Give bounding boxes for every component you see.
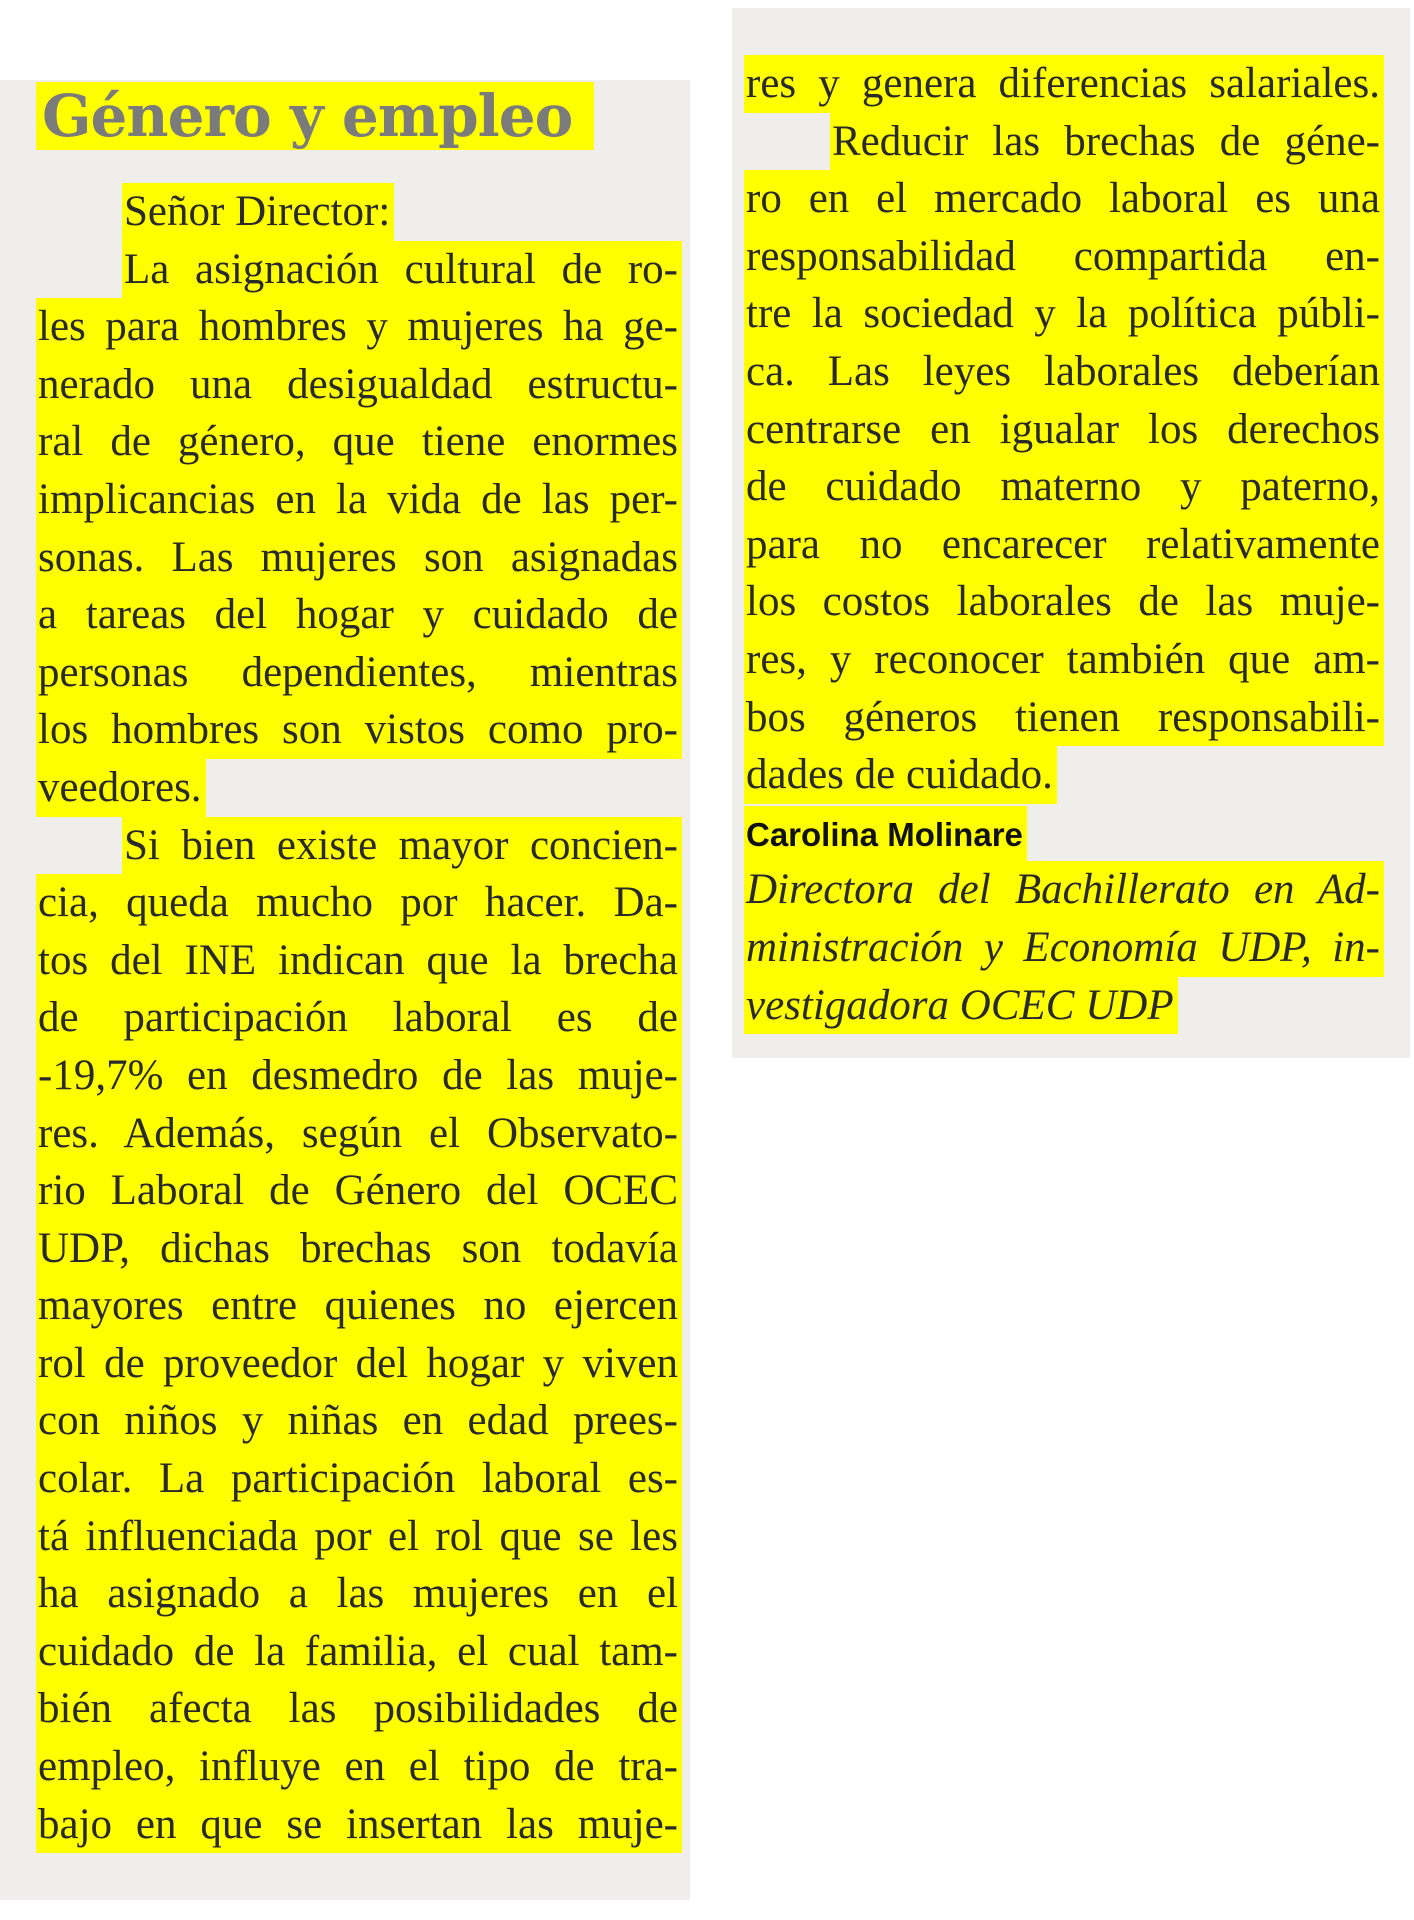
salutation: Señor Director: <box>122 183 394 241</box>
text-line: de participación laboral es de <box>36 989 682 1047</box>
text-line: nerado una desigualdad estructu- <box>36 356 682 414</box>
text-line: colar. La participación laboral es- <box>36 1450 682 1508</box>
text-line: les para hombres y mujeres ha ge- <box>36 298 682 356</box>
text-line: para no encarecer relativamente <box>744 516 1384 574</box>
text-line: ro en el mercado laboral es una <box>744 170 1384 228</box>
text-line: de cuidado materno y paterno, <box>744 458 1384 516</box>
text-line: tos del INE indican que la brecha <box>36 932 682 990</box>
author-role-line: vestigadora OCEC UDP <box>744 977 1384 1035</box>
text-line: cuidado de la familia, el cual tam- <box>36 1623 682 1681</box>
text-line: con niños y niñas en edad prees- <box>36 1392 682 1450</box>
text-line: a tareas del hogar y cuidado de <box>36 586 682 644</box>
text-line: sonas. Las mujeres son asignadas <box>36 529 682 587</box>
article-title: Género y empleo <box>36 82 594 150</box>
text-line: dades de cuidado. <box>744 746 1384 804</box>
text-line: bajo en que se insertan las muje- <box>36 1796 682 1854</box>
author-line <box>744 804 1384 862</box>
text-line: -19,7% en desmedro de las muje- <box>36 1047 682 1105</box>
text-line: rol de proveedor del hogar y viven <box>36 1335 682 1393</box>
text-line: bos géneros tienen responsabili- <box>744 689 1384 747</box>
text-line: mayores entre quienes no ejercen <box>36 1277 682 1335</box>
text-line: los costos laborales de las muje- <box>744 573 1384 631</box>
text-line: res y genera diferencias salariales. <box>744 55 1384 113</box>
text-line: cia, queda mucho por hacer. Da- <box>36 874 682 932</box>
text-line: veedores. <box>36 759 682 817</box>
author-name: Carolina Molinare <box>744 806 1027 862</box>
text-line: ha asignado a las mujeres en el <box>36 1565 682 1623</box>
text-line: ca. Las leyes laborales deberían <box>744 343 1384 401</box>
text-line: Reducir las brechas de géne- <box>744 113 1384 171</box>
text-line: implicancias en la vida de las per- <box>36 471 682 529</box>
text-line: empleo, influye en el tipo de tra- <box>36 1738 682 1796</box>
text-line: La asignación cultural de ro- <box>36 241 682 299</box>
text-line: personas dependientes, mientras <box>36 644 682 702</box>
text-line: res. Además, según el Observato- <box>36 1105 682 1163</box>
author-role-line: Directora del Bachillerato en Ad- <box>744 861 1384 919</box>
text-line: tre la sociedad y la política públi- <box>744 285 1384 343</box>
text-line: bién afecta las posibilidades de <box>36 1680 682 1738</box>
text-line: centrarse en igualar los derechos <box>744 401 1384 459</box>
text-line: responsabilidad compartida en- <box>744 228 1384 286</box>
text-line: res, y reconocer también que am- <box>744 631 1384 689</box>
text-line: los hombres son vistos como pro- <box>36 701 682 759</box>
text-line: rio Laboral de Género del OCEC <box>36 1162 682 1220</box>
author-role-line: ministración y Economía UDP, in- <box>744 919 1384 977</box>
left-column <box>36 183 682 1853</box>
text-line <box>36 183 682 241</box>
text-line: tá influenciada por el rol que se les <box>36 1508 682 1566</box>
text-line: ral de género, que tiene enormes <box>36 413 682 471</box>
right-column <box>744 55 1384 1034</box>
text-line: Si bien existe mayor concien- <box>36 817 682 875</box>
text-line: UDP, dichas brechas son todavía <box>36 1220 682 1278</box>
